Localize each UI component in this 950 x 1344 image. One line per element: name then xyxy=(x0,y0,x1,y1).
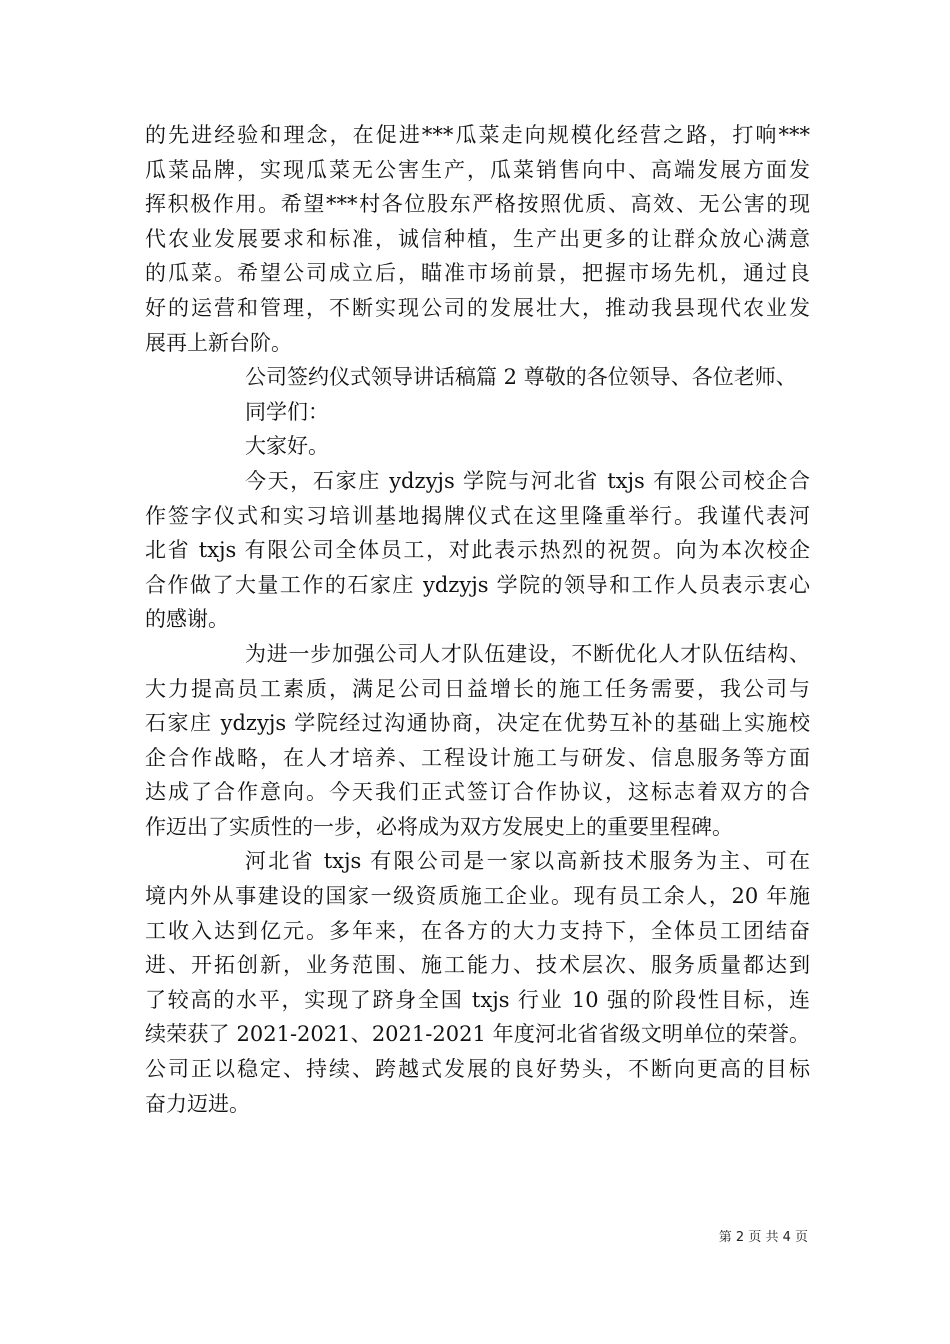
text-line: 作迈出了实质性的一步，必将成为双方发展史上的重要里程碑。 xyxy=(145,814,733,839)
text-line: 了较高的水平，实现了跻身全国 txjs 行业 10 强的阶段性目标，连 xyxy=(145,987,810,1012)
text-line: 为进一步加强公司人才队伍建设，不断优化人才队伍结构、 xyxy=(245,641,810,666)
text-line: 作签字仪式和实习培训基地揭牌仪式在这里隆重举行。我谨代表河 xyxy=(145,503,810,528)
text-line: 大家好。 xyxy=(245,434,329,459)
text-line: 达成了合作意向。今天我们正式签订合作协议，这标志着双方的合 xyxy=(145,780,810,805)
text-line: 挥积极作用。希望***村各位股东严格按照优质、高效、无公害的现 xyxy=(145,192,810,217)
text-line: 合作做了大量工作的石家庄 ydzyjs 学院的领导和工作人员表示衷心 xyxy=(145,572,810,597)
text-line: 代农业发展要求和标准，诚信种植，生产出更多的让群众放心满意 xyxy=(145,226,810,251)
page-number: 第 2 页 共 4 页 xyxy=(718,1230,808,1245)
text-line: 的先进经验和理念，在促进***瓜菜走向规模化经营之路，打响*** xyxy=(145,123,810,147)
text-line: 今天，石家庄 ydzyjs 学院与河北省 txjs 有限公司校企合 xyxy=(245,468,810,493)
text-line: 石家庄 ydzyjs 学院经过沟通协商，决定在优势互补的基础上实施校 xyxy=(145,711,810,736)
text-line: 境内外从事建设的国家一级资质施工企业。现有员工余人，20 年施 xyxy=(145,884,810,909)
text-line: 大力提高员工素质，满足公司日益增长的施工任务需要，我公司与 xyxy=(145,676,810,701)
text-line: 瓜菜品牌，实现瓜菜无公害生产，瓜菜销售向中、高端发展方面发 xyxy=(145,157,810,182)
text-line: 续荣获了 2021-2021、2021-2021 年度河北省省级文明单位的荣誉。 xyxy=(145,1022,810,1047)
text-line: 进、开拓创新，业务范围、施工能力、技术层次、服务质量都达到 xyxy=(145,953,810,978)
text-line: 同学们： xyxy=(245,399,329,424)
text-line: 的感谢。 xyxy=(145,607,229,632)
text-line: 北省 txjs 有限公司全体员工，对此表示热烈的祝贺。向为本次校企 xyxy=(145,538,810,563)
text-line: 公司签约仪式领导讲话稿篇 2 尊敬的各位领导、各位老师、 xyxy=(245,365,797,390)
text-line: 企合作战略，在人才培养、工程设计施工与研发、信息服务等方面 xyxy=(145,745,810,770)
document-body xyxy=(145,118,810,1121)
text-line: 公司正以稳定、持续、跨越式发展的良好势头，不断向更高的目标 xyxy=(145,1057,810,1082)
text-line: 好的运营和管理，不断实现公司的发展壮大，推动我县现代农业发 xyxy=(145,295,810,320)
text-line: 河北省 txjs 有限公司是一家以高新技术服务为主、可在 xyxy=(245,849,810,874)
text-line: 工收入达到亿元。多年来，在各方的大力支持下，全体员工团结奋 xyxy=(145,918,810,943)
text-line: 展再上新台阶。 xyxy=(145,330,292,355)
text-line: 奋力迈进。 xyxy=(145,1091,250,1116)
text-line: 的瓜菜。希望公司成立后，瞄准市场前景，把握市场先机，通过良 xyxy=(145,261,810,286)
